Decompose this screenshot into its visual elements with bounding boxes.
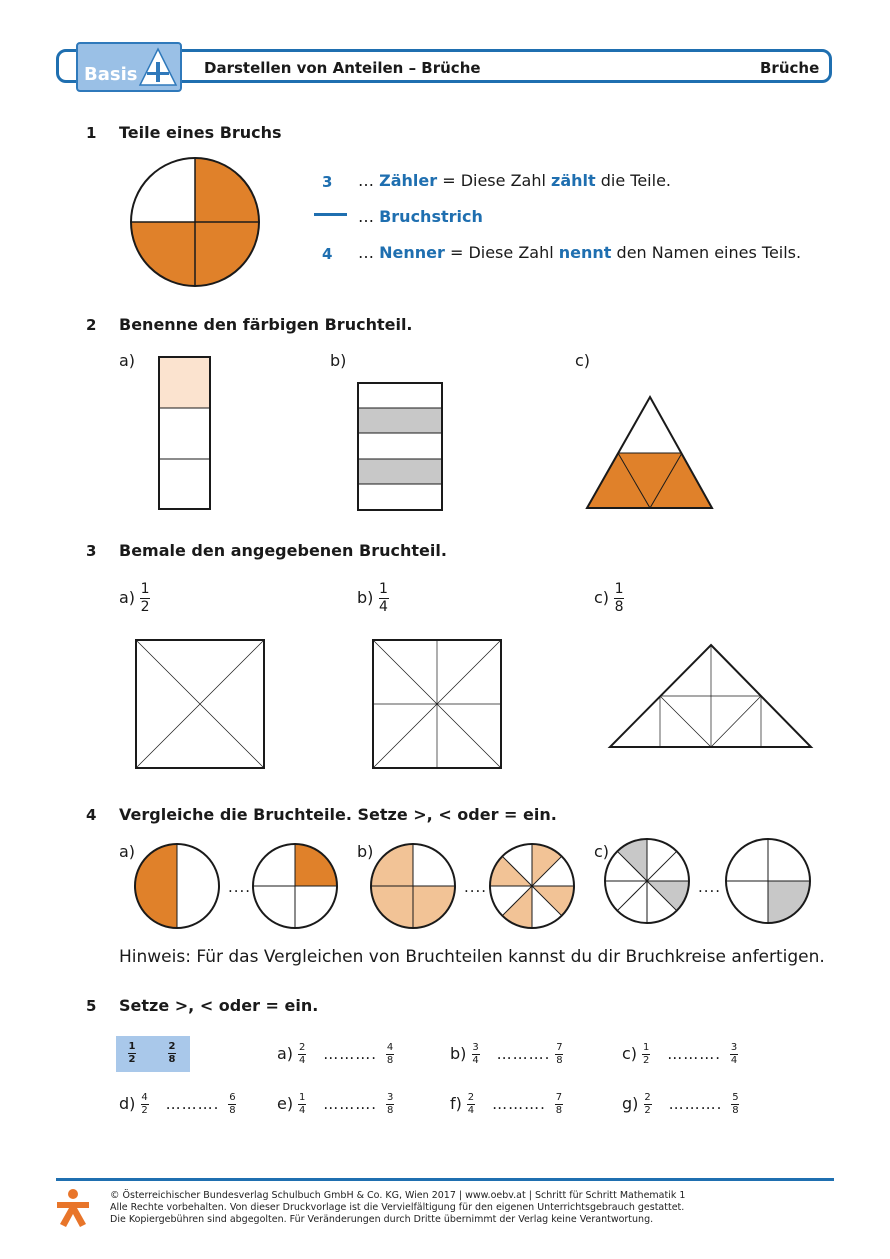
fraction [168, 1042, 176, 1065]
page-title: Darstellen von Anteilen – Brüche [204, 59, 481, 77]
answer-blank[interactable]: ………. [323, 1045, 378, 1063]
denominator: 8 [168, 1054, 176, 1065]
compare-item-a [277, 1043, 394, 1066]
numerator: 2 [168, 1041, 176, 1052]
fraction [386, 1043, 394, 1066]
numerator-legend [358, 171, 671, 190]
ellipsis: … [358, 207, 374, 226]
numerator-end: die Teile. [600, 171, 671, 190]
item-label: d) [119, 1094, 136, 1113]
fraction [730, 1043, 738, 1066]
circle-quarter-gray [724, 837, 812, 925]
denominator-verb: nennt [558, 243, 612, 262]
denominator: 8 [386, 1055, 394, 1066]
numerator-term: Zähler [379, 171, 438, 190]
answer-blank[interactable]: ………. [667, 1045, 722, 1063]
fraction-label-b [357, 582, 389, 615]
answer-blank[interactable]: ………. [323, 1095, 378, 1113]
task-title: Setze >, < oder = ein. [119, 996, 319, 1015]
denominator: 8 [386, 1105, 394, 1116]
denominator: 8 [556, 1055, 563, 1066]
quarter-circle-diagram [128, 155, 262, 289]
numerator: 1 [128, 1041, 136, 1052]
fraction [386, 1093, 394, 1116]
circle-four-eighths [488, 842, 576, 930]
compare-dots[interactable]: .... [464, 878, 488, 896]
numerator: 3 [386, 1092, 394, 1103]
denominator: 2 [141, 1105, 148, 1116]
answer-blank[interactable]: ………. [496, 1045, 551, 1063]
topic-label: Brüche [760, 59, 820, 77]
numerator: 4 [386, 1042, 394, 1053]
denominator: 2 [128, 1054, 136, 1065]
fraction [644, 1093, 652, 1116]
denominator: 8 [614, 599, 624, 615]
example-left [128, 1042, 136, 1065]
numerator: 4 [141, 1092, 148, 1103]
numerator: 2 [298, 1042, 306, 1053]
publisher-logo-icon [54, 1188, 92, 1228]
denominator: 2 [642, 1055, 650, 1066]
circle-three-quarters [369, 842, 457, 930]
item-label: c) [575, 351, 591, 370]
item-label: c) [622, 1044, 638, 1063]
compare-dots[interactable]: .... [698, 878, 722, 896]
fraction [467, 1093, 475, 1116]
denominator-value: 4 [322, 245, 333, 263]
task-title: Bemale den angegebenen Bruchteil. [119, 541, 447, 560]
numerator: 6 [229, 1092, 236, 1103]
task-number: 4 [86, 806, 97, 824]
denominator: 4 [379, 599, 388, 615]
numerator: 1 [642, 1042, 650, 1053]
numerator: 5 [732, 1092, 739, 1103]
footer-line: Alle Rechte vorbehalten. Von dieser Druckvorlage ist die Vervielfältigung für den eigenen Unterrichtsgebrauch gestattet. [110, 1202, 685, 1213]
compare-dots[interactable]: .... [228, 878, 252, 896]
compare-item-b [450, 1043, 563, 1066]
numerator: 1 [379, 581, 388, 597]
badge-label: Basis [84, 64, 138, 85]
denominator: 8 [555, 1105, 563, 1116]
denominator: 8 [229, 1105, 236, 1116]
circle-half [133, 842, 221, 930]
hint-text: Hinweis: Für das Vergleichen von Bruchteilen kannst du dir Bruchkreise anfertigen. [119, 947, 825, 967]
denominator: 4 [298, 1055, 306, 1066]
numerator-verb: zählt [551, 171, 596, 190]
denominator: 4 [299, 1105, 306, 1116]
footer-rule [56, 1178, 834, 1181]
denominator: 2 [140, 599, 150, 615]
task-title: Vergleiche die Bruchteile. Setze >, < oder = ein. [119, 805, 557, 824]
fraction-label-a [119, 582, 150, 615]
footer-text [110, 1190, 685, 1226]
item-label: e) [277, 1094, 294, 1113]
task-title: Teile eines Bruchs [119, 123, 282, 142]
task-title: Benenne den färbigen Bruchteil. [119, 315, 413, 334]
compare-item-e [277, 1093, 394, 1116]
item-label: b) [450, 1044, 467, 1063]
fraction [298, 1043, 306, 1066]
bar-term: Bruchstrich [379, 207, 483, 226]
fraction [614, 582, 624, 615]
circle-two-eighths [603, 837, 691, 925]
fraction [141, 1093, 149, 1116]
fraction [555, 1093, 563, 1116]
item-label: a) [119, 351, 136, 370]
rectangle-thirds [157, 355, 213, 512]
item-label: c) [594, 588, 610, 607]
fraction [140, 582, 150, 615]
fraction-label-c [594, 582, 624, 615]
task-number: 3 [86, 542, 97, 560]
item-label: a) [119, 842, 136, 861]
triangle-eighths[interactable] [607, 643, 815, 751]
denominator-mid: = Diese Zahl [449, 243, 554, 262]
ellipsis: … [358, 171, 374, 190]
item-label: b) [330, 351, 347, 370]
numerator: 1 [299, 1092, 306, 1103]
denominator: 4 [472, 1055, 479, 1066]
numerator-value: 3 [322, 173, 333, 191]
compare-item-c [622, 1043, 738, 1066]
denominator-end: den Namen eines Teils. [616, 243, 802, 262]
numerator: 2 [467, 1092, 475, 1103]
numerator: 3 [472, 1042, 479, 1053]
compare-item-g [622, 1093, 739, 1116]
denominator-legend [358, 243, 801, 262]
numerator: 7 [555, 1092, 563, 1103]
bar-legend [358, 207, 483, 226]
numerator: 2 [644, 1092, 651, 1103]
fraction [228, 1093, 236, 1116]
fraction [731, 1093, 739, 1116]
fraction [379, 582, 389, 615]
numerator: 1 [140, 581, 150, 597]
numerator: 7 [556, 1042, 563, 1053]
square-eighths[interactable] [371, 638, 503, 770]
fraction [298, 1093, 306, 1116]
denominator: 4 [467, 1105, 475, 1116]
item-label: b) [357, 588, 374, 607]
compare-item-d [119, 1093, 236, 1116]
square-diagonals[interactable] [134, 638, 266, 770]
task-number: 1 [86, 124, 97, 142]
example-right [168, 1042, 176, 1065]
numerator: 3 [730, 1042, 738, 1053]
triangle-logo-icon [138, 46, 178, 88]
task-number: 5 [86, 997, 97, 1015]
ellipsis: … [358, 243, 374, 262]
item-label: a) [119, 588, 136, 607]
denominator: 2 [644, 1105, 651, 1116]
item-label: g) [622, 1094, 639, 1113]
fraction [472, 1043, 480, 1066]
rectangle-fifths [356, 381, 445, 513]
footer-line: Die Kopiergebühren sind abgegolten. Für Veränderungen durch Dritte übernimmt der Verlag keine Verantwortung. [110, 1214, 654, 1225]
denominator: 8 [732, 1105, 739, 1116]
fraction [555, 1043, 563, 1066]
task-number: 2 [86, 316, 97, 334]
answer-blank[interactable]: ………. [668, 1095, 723, 1113]
answer-blank[interactable]: ………. [165, 1095, 220, 1113]
fraction [128, 1042, 136, 1065]
item-label: c) [594, 842, 610, 861]
circle-quarter [251, 842, 339, 930]
fraction-bar-sample [314, 213, 347, 216]
item-label: a) [277, 1044, 294, 1063]
compare-item-f [450, 1093, 563, 1116]
denominator: 4 [730, 1055, 738, 1066]
fraction [642, 1043, 650, 1066]
footer-line: © Österreichischer Bundesverlag Schulbuch GmbH & Co. KG, Wien 2017 | www.oebv.at | Schritt für Schritt Mathematik 1 [110, 1190, 686, 1201]
item-label: f) [450, 1094, 462, 1113]
answer-blank[interactable]: ………. [492, 1095, 546, 1113]
item-label: b) [357, 842, 374, 861]
denominator-term: Nenner [379, 243, 445, 262]
numerator: 1 [614, 581, 624, 597]
triangle-quarters [583, 394, 717, 512]
numerator-mid: = Diese Zahl [442, 171, 546, 190]
